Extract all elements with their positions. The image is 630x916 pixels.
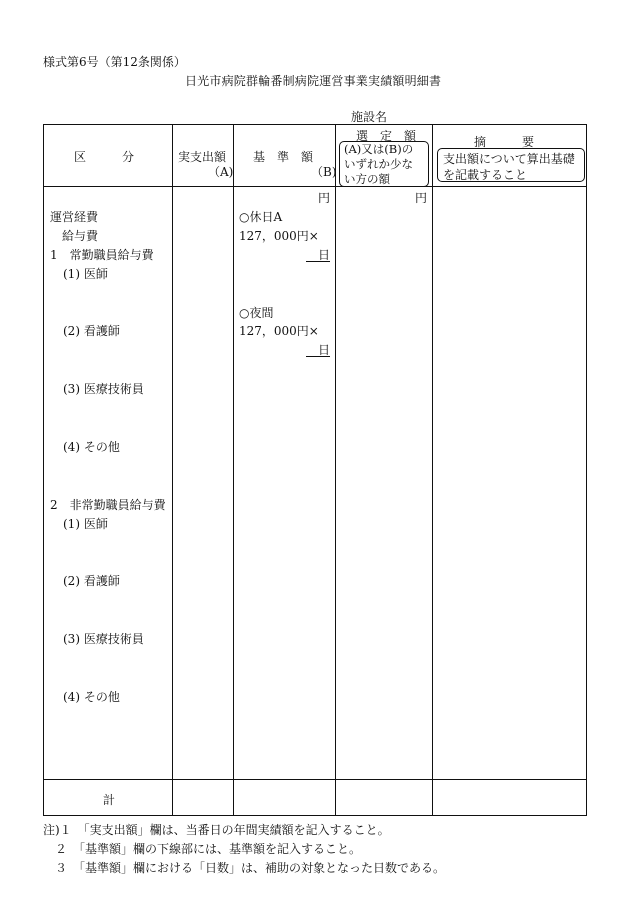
header-selected-amount: 選 定 額 <box>356 129 417 143</box>
row-fulltime-doctor: (1) 医師 <box>63 267 108 281</box>
header-actual-expense: 実支出額 <box>178 150 227 164</box>
column-divider <box>172 124 173 816</box>
selected-yen-unit: 円 <box>415 191 428 205</box>
row-parttime-other: (4) その他 <box>63 690 120 704</box>
row-fulltime-salaries: 1 常勤職員給与費 <box>50 248 154 262</box>
row-parttime-medtech: (3) 医療技術員 <box>63 632 144 646</box>
note-3: ３ 「基準額」欄における「日数」は、補助の対象となった日数である。 <box>43 861 446 875</box>
row-parttime-salaries: 2 非常勤職員給与費 <box>50 498 166 512</box>
night-label: ○夜間 <box>239 306 274 320</box>
header-standard-mark: （B) <box>311 165 337 179</box>
header-divider <box>43 186 587 187</box>
header-standard-amount: 基 準 額 <box>253 150 314 164</box>
facility-name-field[interactable] <box>351 108 578 125</box>
holiday-label: ○休日A <box>239 210 283 224</box>
holiday-days-unit: 日 <box>318 248 331 262</box>
night-days-blank[interactable] <box>306 356 330 357</box>
row-parttime-nurse: (2) 看護師 <box>63 574 120 588</box>
column-divider <box>233 124 234 816</box>
row-parttime-doctor: (1) 医師 <box>63 517 108 531</box>
form-number: 様式第6号（第12条関係） <box>43 55 186 69</box>
header-actual-mark: （A) <box>208 165 234 179</box>
holiday-amount: 127，000円× <box>239 229 319 243</box>
holiday-days-blank[interactable] <box>306 261 330 262</box>
row-salaries: 給与費 <box>62 229 99 243</box>
night-days-unit: 日 <box>318 343 331 357</box>
row-fulltime-nurse: (2) 看護師 <box>63 324 120 338</box>
night-amount: 127，000円× <box>239 324 319 338</box>
summary-note-line2: を記載すること <box>443 168 528 182</box>
note-2: ２ 「基準額」欄の下線部には、基準額を記入すること。 <box>43 842 362 856</box>
document-title: 日光市病院群輪番制病院運営事業実績額明細書 <box>185 74 442 88</box>
total-divider <box>43 779 587 780</box>
column-divider <box>432 124 433 816</box>
standard-yen-unit: 円 <box>318 191 331 205</box>
header-category: 区 分 <box>74 150 135 164</box>
row-total: 計 <box>103 793 116 807</box>
summary-note-line1: 支出額について算出基礎 <box>443 152 575 166</box>
note-1: 注)１ 「実支出額」欄は、当番日の年間実績額を記入すること。 <box>43 823 390 837</box>
selected-note-line3: い方の額 <box>344 172 390 186</box>
row-fulltime-other: (4) その他 <box>63 440 120 454</box>
column-divider <box>335 124 336 816</box>
header-summary: 摘 要 <box>474 135 535 149</box>
selected-note-line2: いずれか少な <box>344 157 413 171</box>
notes-section <box>43 821 445 878</box>
selected-note-line1: (A)又は(B)の <box>344 142 414 156</box>
row-operating-expenses: 運営経費 <box>50 210 99 224</box>
facility-label: 施設名 <box>351 110 388 124</box>
row-fulltime-medtech: (3) 医療技術員 <box>63 382 144 396</box>
